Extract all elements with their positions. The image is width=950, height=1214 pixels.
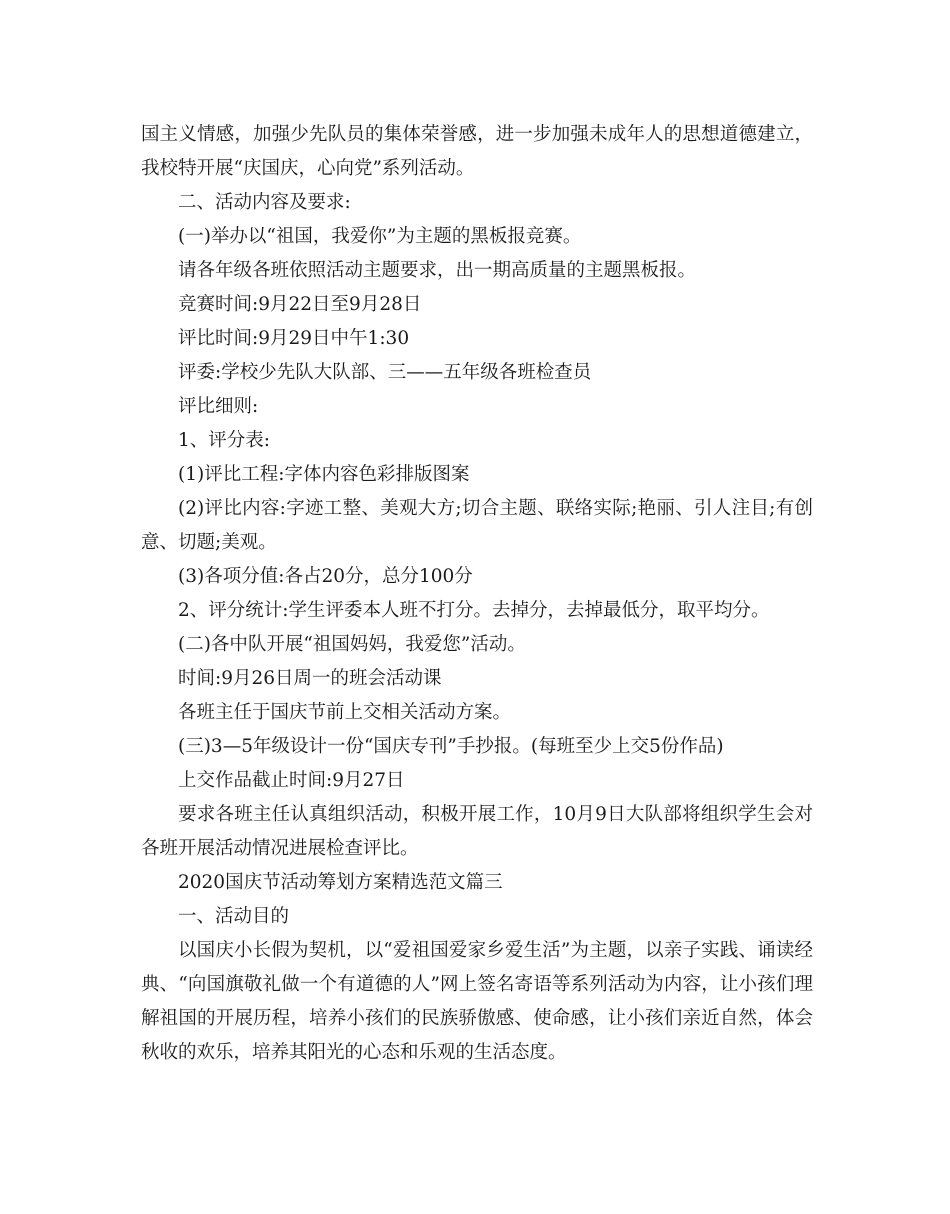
paragraph: 2、评分统计:学生评委本人班不打分。去掉分，去掉最低分，取平均分。 bbox=[178, 600, 770, 621]
paragraph: 评委:学校少先队大队部、三——五年级各班检查员 bbox=[178, 362, 592, 383]
paragraph: (一)举办以“祖国，我爱你”为主题的黑板报竞赛。 bbox=[178, 226, 582, 247]
paragraph: (1)评比工程:字体内容色彩排版图案 bbox=[178, 464, 470, 485]
paragraph: (3)各项分值:各占20分，总分100分 bbox=[178, 566, 473, 587]
article-title: 2020国庆节活动筹划方案精选范文篇三 bbox=[178, 872, 503, 893]
paragraph: (2)评比内容:字迹工整、美观大方;切合主题、联络实际;艳丽、引人注目;有创意、切题;美观。 bbox=[141, 498, 813, 553]
paragraph: 国主义情感，加强少先队员的集体荣誉感，进一步加强未成年人的思想道德建立，我校特开展“庆国庆，心向党”系列活动。 bbox=[141, 124, 813, 179]
paragraph: 时间:9月26日周一的班会活动课 bbox=[178, 668, 442, 689]
paragraph: 评比细则: bbox=[178, 396, 259, 417]
paragraph: (三)3—5年级设计一份“国庆专刊”手抄报。(每班至少上交5份作品) bbox=[178, 736, 724, 757]
paragraph: 上交作品截止时间:9月27日 bbox=[178, 770, 405, 791]
section-heading: 一、活动目的 bbox=[178, 906, 290, 927]
document-body bbox=[141, 118, 813, 1070]
paragraph: 要求各班主任认真组织活动，积极开展工作，10月9日大队部将组织学生会对各班开展活动情况进展检查评比。 bbox=[141, 804, 813, 859]
section-heading: 二、活动内容及要求: bbox=[178, 192, 351, 213]
paragraph: (二)各中队开展“祖国妈妈，我爱您”活动。 bbox=[178, 634, 526, 655]
paragraph: 以国庆小长假为契机，以“爱祖国爱家乡爱生活”为主题，以亲子实践、诵读经典、“向国旗敬礼做一个有道德的人”网上签名寄语等系列活动为内容，让小孩们理解祖国的开展历程，培养小孩们的民族骄傲感、使命感，让小孩们亲近自然，体会秋收的欢乐，培养其阳光的心态和乐观的生活态度。 bbox=[141, 940, 813, 1063]
paragraph: 1、评分表: bbox=[178, 430, 271, 451]
paragraph: 评比时间:9月29日中午1:30 bbox=[178, 328, 410, 349]
paragraph: 竞赛时间:9月22日至9月28日 bbox=[178, 294, 422, 315]
paragraph: 各班主任于国庆节前上交相关活动方案。 bbox=[178, 702, 512, 723]
paragraph: 请各年级各班依照活动主题要求，出一期高质量的主题黑板报。 bbox=[178, 260, 697, 281]
